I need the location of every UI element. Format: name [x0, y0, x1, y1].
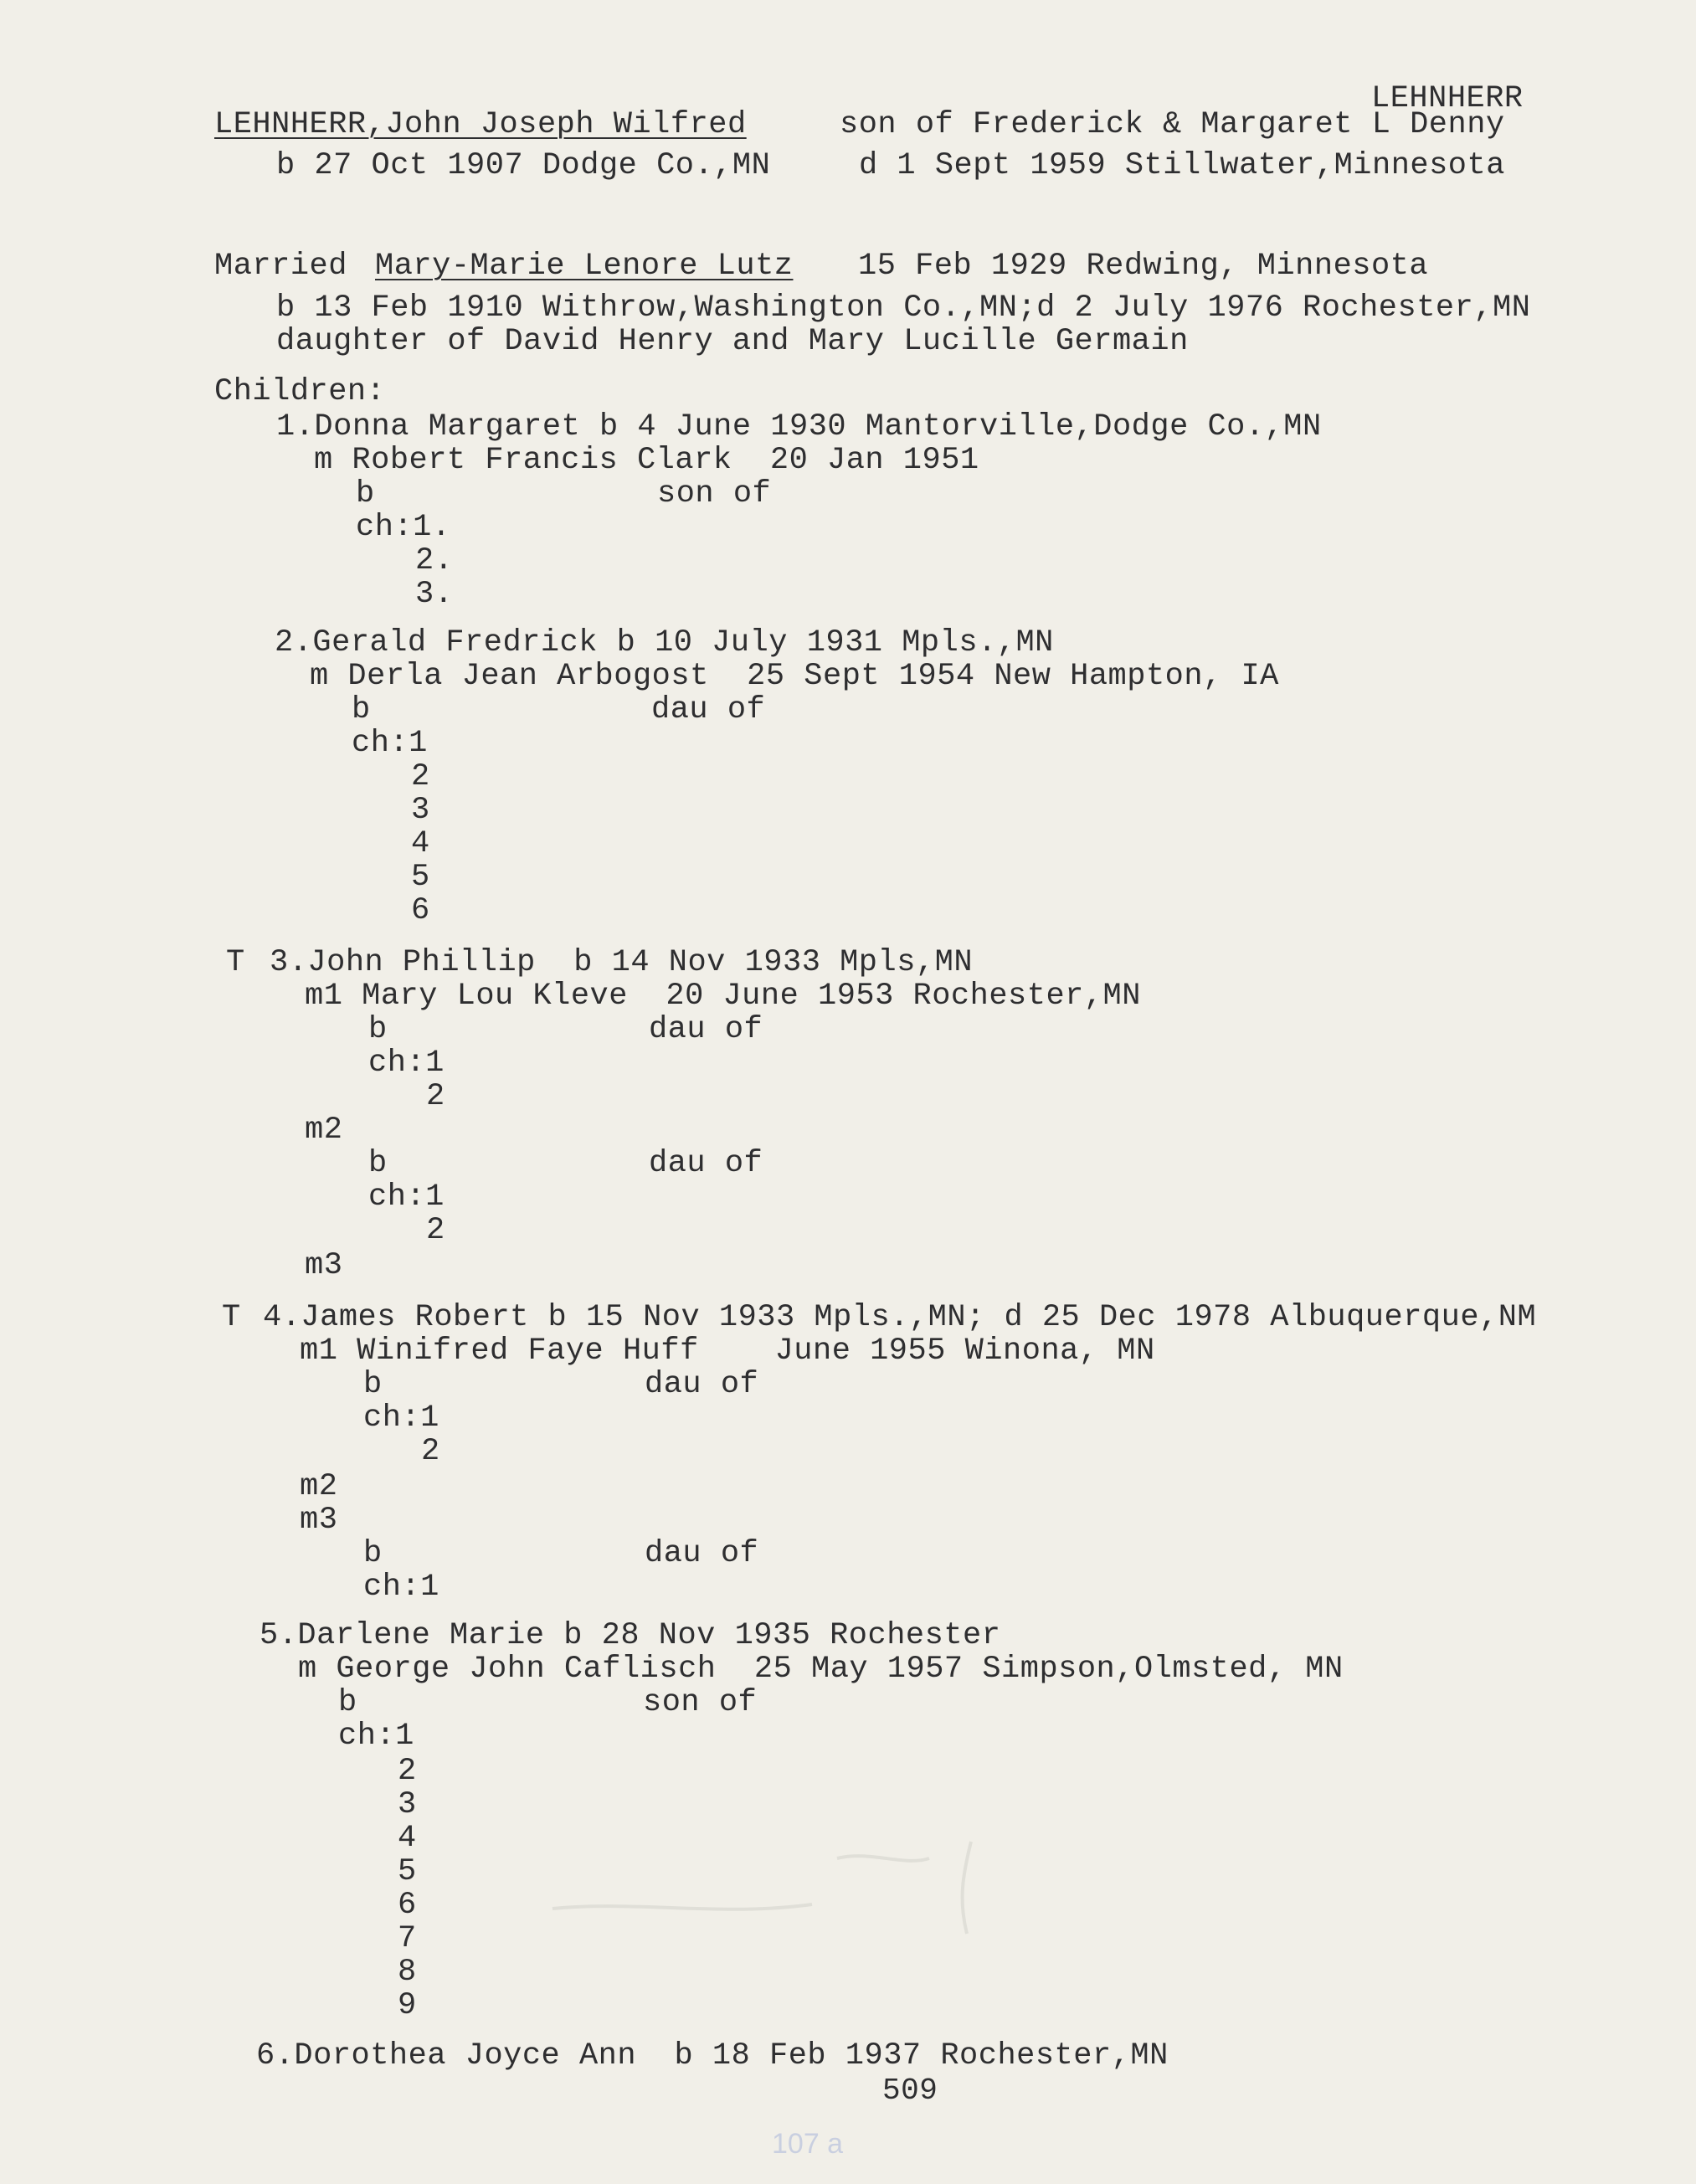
surname-tab: LEHNHERR	[1371, 81, 1524, 116]
child-5-grandchild: 9	[398, 1988, 417, 2023]
child-5-spouse-parents: son of	[643, 1685, 758, 1720]
child-3-marriage-1: m1 Mary Lou Kleve 20 June 1953 Rochester,MN	[305, 979, 1141, 1014]
child-4-line: 4.James Robert b 15 Nov 1933 Mpls.,MN; d 25 Dec 1978 Albuquerque,NM	[263, 1300, 1537, 1335]
child-1-marriage: m Robert Francis Clark 20 Jan 1951	[314, 443, 979, 478]
child-1-grandchild: ch:1.	[356, 510, 451, 545]
spouse-birth-death: b 13 Feb 1910 Withrow,Washington Co.,MN;d 2 July 1976 Rochester,MN	[276, 290, 1531, 326]
child-3-spouse-1-birth: b	[368, 1012, 388, 1047]
child-3-grandchild: ch:1	[368, 1046, 445, 1081]
child-2-grandchild: ch:1	[352, 726, 428, 761]
child-4-grandchild: 2	[421, 1434, 440, 1469]
child-4-marriage-1: m1 Winifred Faye Huff June 1955 Winona, MN	[300, 1334, 1155, 1369]
child-3-grandchild: ch:1	[368, 1179, 445, 1215]
child-3-grandchild: 2	[426, 1213, 445, 1248]
child-2-grandchild: 4	[411, 826, 430, 861]
child-5-grandchild: 2	[398, 1754, 417, 1789]
child-2-line: 2.Gerald Fredrick b 10 July 1931 Mpls.,MN	[275, 625, 1054, 660]
child-5-spouse-birth: b	[338, 1685, 357, 1720]
child-4-mark: T	[222, 1300, 241, 1335]
children-heading: Children:	[214, 374, 386, 409]
child-3-spouse-1-parents: dau of	[649, 1012, 763, 1047]
child-4-grandchild: ch:1	[363, 1570, 439, 1605]
child-2-spouse-parents: dau of	[651, 692, 766, 727]
child-5-grandchild: 4	[398, 1821, 417, 1856]
child-4-marriage-3: m3	[300, 1503, 338, 1538]
child-5-grandchild: ch:1	[338, 1719, 414, 1754]
child-1-line: 1.Donna Margaret b 4 June 1930 Mantorville,Dodge Co.,MN	[276, 409, 1322, 445]
child-4-spouse-1-birth: b	[363, 1367, 383, 1402]
child-4-spouse-3-birth: b	[363, 1536, 383, 1571]
child-4-spouse-1-parents: dau of	[645, 1367, 759, 1402]
child-3-grandchild: 2	[426, 1079, 445, 1114]
page-number: 509	[882, 2074, 938, 2108]
subject-death: d 1 Sept 1959 Stillwater,Minnesota	[859, 148, 1505, 183]
child-4-spouse-3-parents: dau of	[645, 1536, 759, 1571]
child-3-marriage-3: m3	[305, 1248, 343, 1283]
child-4-grandchild: ch:1	[363, 1400, 439, 1436]
child-2-grandchild: 6	[411, 893, 430, 928]
child-5-grandchild: 6	[398, 1888, 417, 1923]
child-3-line: 3.John Phillip b 14 Nov 1933 Mpls,MN	[270, 945, 974, 980]
child-2-grandchild: 2	[411, 759, 430, 794]
child-6-line: 6.Dorothea Joyce Ann b 18 Feb 1937 Rochester,MN	[256, 2038, 1169, 2074]
subject-name: LEHNHERR,John Joseph Wilfred	[214, 107, 747, 142]
child-3-marriage-2: m2	[305, 1113, 343, 1148]
child-3-spouse-2-parents: dau of	[649, 1146, 763, 1181]
child-1-spouse-parents: son of	[657, 476, 772, 511]
bleed-through-marks	[536, 1825, 1005, 1942]
child-2-spouse-birth: b	[352, 692, 371, 727]
child-2-grandchild: 5	[411, 860, 430, 895]
spouse-parents: daughter of David Henry and Mary Lucille Germain	[276, 324, 1189, 359]
subject-parents: son of Frederick & Margaret L Denny	[840, 107, 1505, 142]
child-5-grandchild: 5	[398, 1854, 417, 1889]
child-4-marriage-2: m2	[300, 1469, 338, 1504]
child-5-marriage: m George John Caflisch 25 May 1957 Simpson,Olmsted, MN	[298, 1652, 1344, 1687]
child-5-grandchild: 3	[398, 1787, 417, 1822]
child-2-marriage: m Derla Jean Arbogost 25 Sept 1954 New Hampton, IA	[310, 659, 1279, 694]
spouse-name: Mary-Marie Lenore Lutz	[375, 249, 794, 284]
child-3-mark: T	[226, 945, 245, 980]
child-5-grandchild: 8	[398, 1955, 417, 1990]
library-stamp: 107 a	[772, 2128, 844, 2160]
child-1-grandchild: 2.	[415, 543, 454, 578]
child-1-grandchild: 3.	[415, 577, 454, 612]
child-1-spouse-birth: b	[356, 476, 375, 511]
child-3-spouse-2-birth: b	[368, 1146, 388, 1181]
child-2-grandchild: 3	[411, 793, 430, 828]
marriage-prefix: Married	[214, 249, 347, 284]
child-5-line: 5.Darlene Marie b 28 Nov 1935 Rochester	[260, 1618, 1001, 1653]
marriage-date-place: 15 Feb 1929 Redwing, Minnesota	[858, 249, 1429, 284]
child-5-grandchild: 7	[398, 1921, 417, 1956]
subject-birth: b 27 Oct 1907 Dodge Co.,MN	[276, 148, 771, 183]
